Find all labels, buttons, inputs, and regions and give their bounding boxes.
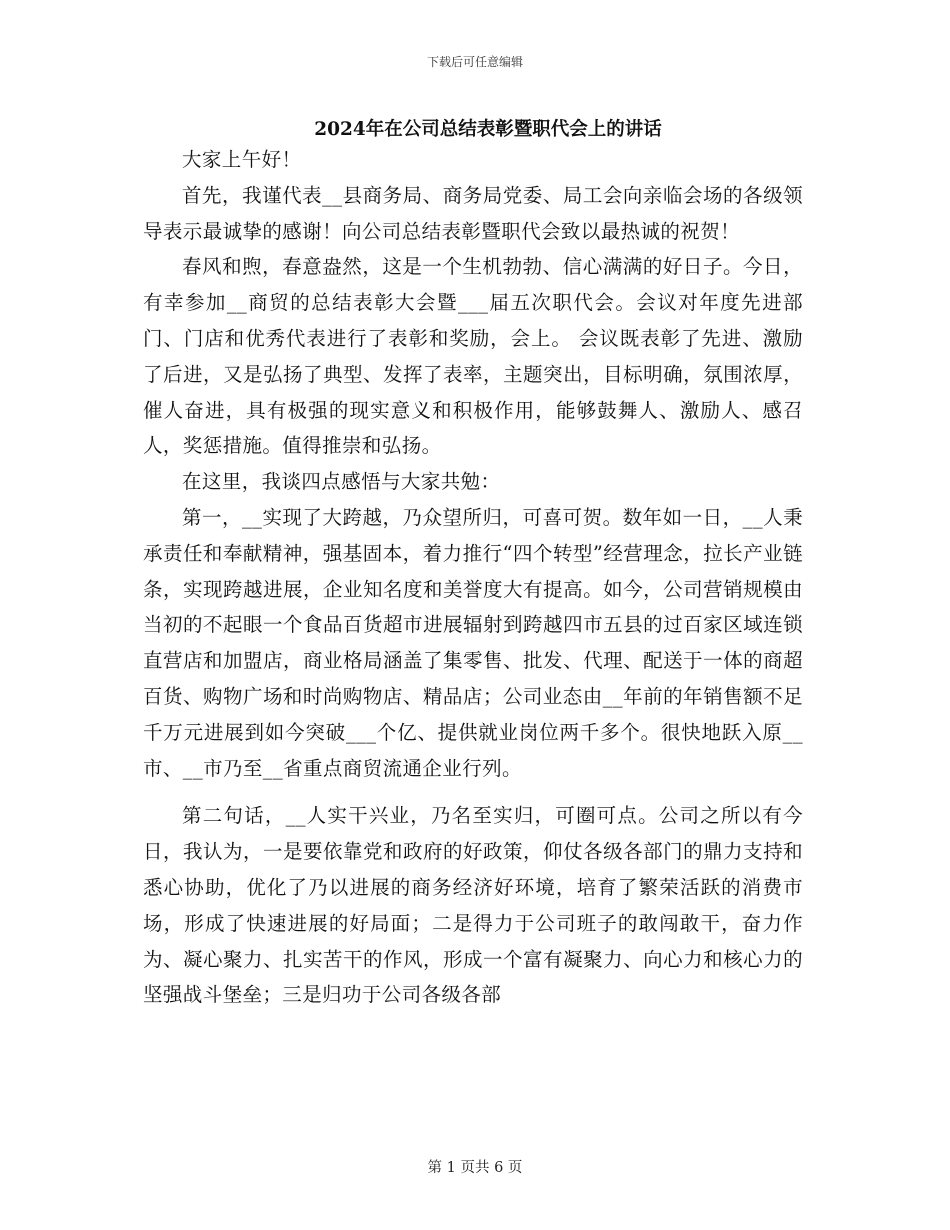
paragraph-greeting: 大家上午好！	[182, 148, 302, 171]
document-title: 2024年在公司总结表彰暨职代会上的讲话	[314, 119, 662, 140]
paragraph-thanks: 首先，我谨代表__县商务局、商务局党委、局工会向亲临会场的各级领导表示最诚挚的感谢！向公司总结表彰暨职代会致以最热诚的祝贺！	[143, 183, 803, 243]
document-body	[143, 142, 803, 1013]
paragraph-point-two: 第二句话，__人实干兴业，乃名至实归，可圈可点。公司之所以有今日，我认为，一是要依靠党和政府的好政策，仰仗各级各部门的鼎力支持和悉心协助，优化了乃以进展的商务经济好环境，培育了繁荣活跃的消费市场，形成了快速进展的好局面；二是得力于公司班子的敢闯敢干，奋力作为、凝心聚力、扎实苦干的作风，形成一个富有凝聚力、向心力和核心力的坚强战斗堡垒；三是归功于公司各级各部	[143, 804, 803, 1007]
header-note: 下载后可任意编辑	[426, 55, 523, 69]
paragraph-intro-points: 在这里，我谈四点感悟与大家共勉：	[182, 470, 501, 494]
paragraph-point-one: 第一，__实现了大跨越，乃众望所归，可喜可贺。数年如一日，__人秉承责任和奉献精神，强基固本，着力推行“四个转型”经营理念，拉长产业链条，实现跨越进展，企业知名度和美誉度大有提高。如今，公司营销规模由当初的不起眼一个食品百货超市进展辐射到跨越四市五县的过百家区域连锁直营店和加盟店，商业格局涵盖了集零售、批发、代理、配送于一体的商超百货、购物广场和时尚购物店、精品店；公司业态由__年前的年销售额不足千万元进展到如今突破___个亿、提供就业岗位两千多个。很快地跃入原__市、__市乃至__省重点商贸流通企业行列。	[143, 505, 803, 780]
paragraph-spring: 春风和煦，春意盎然，这是一个生机勃勃、信心满满的好日子。今日，有幸参加__商贸的总结表彰大会暨___届五次职代会。会议对年度先进部门、门店和优秀代表进行了表彰和奖励，会上。 会议既表彰了先进、激励了后进，又是弘扬了典型、发挥了表率，主题突出，目标明确，氛围浓厚，催人奋进，具有极强的现实意义和积极作用，能够鼓舞人、激励人、感召人，奖惩措施。值得推崇和弘扬。	[143, 255, 803, 458]
page-footer: 第 1 页共 6 页	[427, 1160, 523, 1176]
